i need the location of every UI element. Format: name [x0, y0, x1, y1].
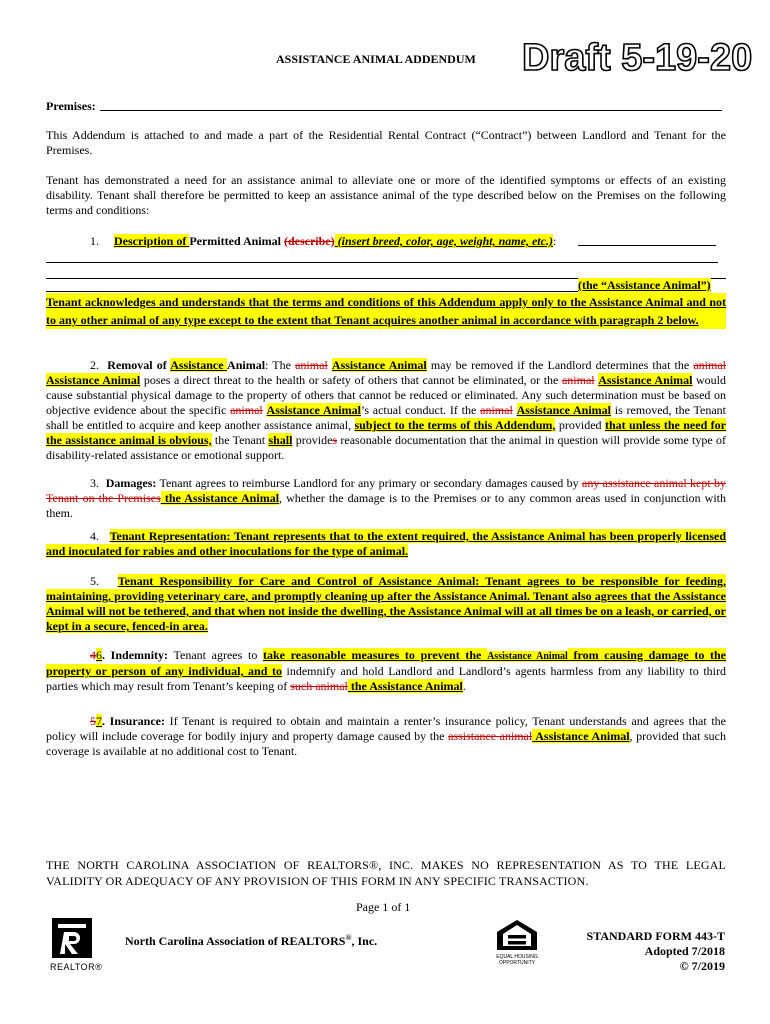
equal-housing-house-icon: [495, 918, 539, 952]
s3-title: Damages:: [105, 476, 157, 490]
s1-inserted-instructions: (insert breed, color, age, weight, name, etc.): [334, 234, 553, 248]
s1-acknowledgement: Tenant acknowledges and understands that the terms and conditions of this Addendum apply only to the Assistance Animal and not to any other animal of any type except to the extent that Tenant acquires another animal in accordance with paragraph 2 below.: [46, 295, 726, 327]
s2-inserted-subject: subject to the terms of this Addendum,: [354, 418, 556, 432]
document-title: ASSISTANCE ANIMAL ADDENDUM: [276, 52, 476, 66]
animal-description-line-1[interactable]: [578, 245, 716, 246]
s7-text-2: , provided that such coverage is available at no additional cost to Tenant.: [46, 729, 727, 758]
intro-paragraph: This Addendum is attached to and made a part of the Residential Rental Contract (“Contract”) between Landlord and Tenant for the Premises.: [46, 128, 726, 157]
s2-text-2: poses a direct threat to the health or safety of others that cannot be eliminated, or the: [140, 373, 562, 387]
section-5-number: 5.: [90, 574, 99, 588]
premises-input-line[interactable]: [100, 110, 722, 111]
eho-text-1: EQUAL HOUSING: [496, 954, 538, 960]
s6-inserted-1: take reasonable measures to prevent the: [263, 648, 488, 662]
realtor-logo: [48, 918, 103, 972]
realtor-logo-text: REALTOR®: [50, 962, 103, 972]
section-4-number: 4.: [90, 529, 99, 543]
section-5-paragraph: [46, 574, 726, 634]
s2-inserted-4: Assistance Animal: [266, 403, 361, 417]
association-reg-mark: ®: [345, 933, 352, 942]
demonstrated-paragraph: Tenant has demonstrated a need for an assistance animal to alleviate one or more of the identified symptoms or effects of an existing disability. Tenant shall therefore be permitted to keep an assistance animal of the type described below on the Premises on the following terms and conditions:: [46, 173, 726, 217]
s3-text-2: , whether the damage is to the Premises or to any common areas used in conjunction with them.: [46, 491, 727, 520]
association-name-text: North Carolina Association of REALTORS: [125, 934, 346, 948]
draft-stamp: [520, 34, 753, 79]
s7-inserted: Assistance Animal: [532, 729, 630, 743]
s7-deleted: assistance animal: [448, 729, 533, 743]
realtor-r-icon: [52, 918, 92, 958]
s7-deleted-number: 5: [90, 714, 96, 728]
s7-text-1: If Tenant is required to obtain and maintain a renter’s insurance policy, Tenant understands and agrees that the policy will include coverage for bodily injury and property damage caused by the: [46, 714, 726, 743]
s2-inserted-3: Assistance Animal: [598, 373, 693, 387]
s7-inserted-number: 7: [96, 714, 102, 728]
association-name: [125, 930, 377, 949]
s2-text-5: is removed, the Tenant shall be entitled to acquire and keep another assistance animal,: [46, 403, 726, 432]
s6-text-2: indemnify and hold Landlord and Landlord’s agents harmless from any liability to third parties which may result from Tenant’s keeping of: [46, 664, 726, 693]
form-adopted: Adopted 7/2018: [644, 944, 725, 958]
s1-colon: :: [552, 234, 557, 248]
s2-inserted-shall: shall: [268, 433, 293, 447]
equal-housing-logo: [492, 918, 542, 972]
s2-inserted-unless: that unless the need for the assistance animal is obvious,: [46, 418, 727, 447]
s2-text-3: would cause substantial physical damage to the property of others that cannot be reduced or eliminated. Any such determination must be based on objective evidence about the specific: [46, 373, 727, 417]
s1-deleted-describe: (describe): [283, 234, 335, 248]
s5-inserted-text: Tenant Responsibility for Care and Control of Assistance Animal: Tenant agrees to be responsible for feeding, maintaining, providing veterinary care, and promptly cleaning up after the Assistance Animal. Tenant also agrees that the Assistance Animal will not be tethered, and that when not inside the dwelling, the Assistance Animal will at all times be on a leash, or carried, or kept in a secure, fenced-in area.: [46, 574, 726, 633]
s2-deleted-4: animal: [230, 403, 263, 417]
s6-inserted-small: Assistance Animal: [487, 651, 568, 662]
s2-deleted-2: animal: [693, 358, 727, 372]
s1-title: Permitted Animal: [189, 234, 284, 248]
association-inc: , Inc.: [351, 934, 378, 948]
section-3-number: 3.: [90, 476, 99, 490]
draft-stamp-text: Draft 5-19-20: [522, 37, 753, 79]
s2-deleted-3: animal: [561, 373, 595, 387]
s2-text-7: the Tenant: [211, 433, 269, 447]
s2-title-inserted: Assistance: [170, 358, 228, 372]
section-1-number: 1.: [90, 234, 99, 248]
form-revision: © 7/2019: [679, 959, 725, 973]
animal-description-line-4[interactable]: [46, 291, 578, 292]
form-number: STANDARD FORM 443-T: [586, 929, 725, 943]
s2-colon: : The: [265, 358, 296, 372]
s2-deleted-1: animal: [295, 358, 328, 372]
s6-text-3: .: [462, 679, 466, 693]
section-6-paragraph: [46, 648, 726, 694]
section-2-number: 2.: [90, 358, 99, 372]
s2-inserted-2: Assistance Animal: [46, 373, 141, 387]
s2-text-6: provided: [555, 418, 605, 432]
form-info: [587, 929, 725, 974]
section-7-paragraph: [46, 714, 726, 759]
s2-title-animal: Animal: [227, 358, 266, 372]
s3-deleted: any assistance animal kept by Tenant on the Premises: [46, 476, 727, 505]
section-2-paragraph: [46, 358, 726, 463]
s2-text-1: may be removed if the Landlord determines that the: [426, 358, 694, 372]
s2-deleted-5: animal: [480, 403, 513, 417]
section-3-paragraph: [46, 476, 726, 521]
s2-text-8: provide: [292, 433, 333, 447]
s2-deleted-s: s: [332, 433, 338, 447]
premises-label: Premises:: [46, 99, 96, 113]
eho-text-2: OPPORTUNITY: [498, 960, 536, 966]
s2-text-9: reasonable documentation that the animal in question will provide some type of disability-related assistance or emotional support.: [46, 433, 727, 462]
s6-inserted-2: the Assistance Animal: [347, 679, 463, 693]
s6-inserted-number: 6: [96, 648, 102, 662]
s1-inserted-description: Description of: [114, 234, 190, 248]
s2-inserted-5: Assistance Animal: [516, 403, 612, 417]
s6-text-1: Tenant agrees to: [168, 648, 263, 662]
s2-title-removal: Removal of: [107, 358, 171, 372]
s3-inserted: the Assistance Animal: [160, 491, 280, 505]
s7-title: . Insurance:: [102, 714, 165, 728]
section-4-paragraph: [46, 529, 726, 559]
section-1-heading: [90, 234, 556, 249]
s4-inserted-text: Tenant Representation: Tenant represents that to the extent required, the Assistance Animal has been properly licensed and inoculated for rabies and other inoculations for the type of animal.: [46, 529, 726, 558]
legal-disclaimer: THE NORTH CAROLINA ASSOCIATION OF REALTORS®, INC. MAKES NO REPRESENTATION AS TO THE LEGAL VALIDITY OR ADEQUACY OF ANY PROVISION OF THIS FORM IN ANY SPECIFIC TRANSACTION.: [46, 858, 726, 888]
page-number: Page 1 of 1: [356, 900, 411, 914]
premises-label-text: Premises: [46, 99, 92, 113]
s6-inserted-1b: from causing damage to the property or person of any individual, and to: [46, 648, 727, 678]
s6-deleted: such animal: [290, 679, 348, 693]
s3-text-1: Tenant agrees to reimburse Landlord for any primary or secondary damages caused by: [156, 476, 582, 490]
animal-description-line-2[interactable]: [46, 262, 718, 263]
s6-deleted-number: 4: [90, 648, 96, 662]
assistance-animal-definition: (the “Assistance Animal”): [578, 278, 711, 292]
s2-text-4: ’s actual conduct. If the: [360, 403, 481, 417]
s2-inserted-1: Assistance Animal: [331, 358, 427, 372]
s6-title: . Indemnity:: [102, 648, 169, 662]
